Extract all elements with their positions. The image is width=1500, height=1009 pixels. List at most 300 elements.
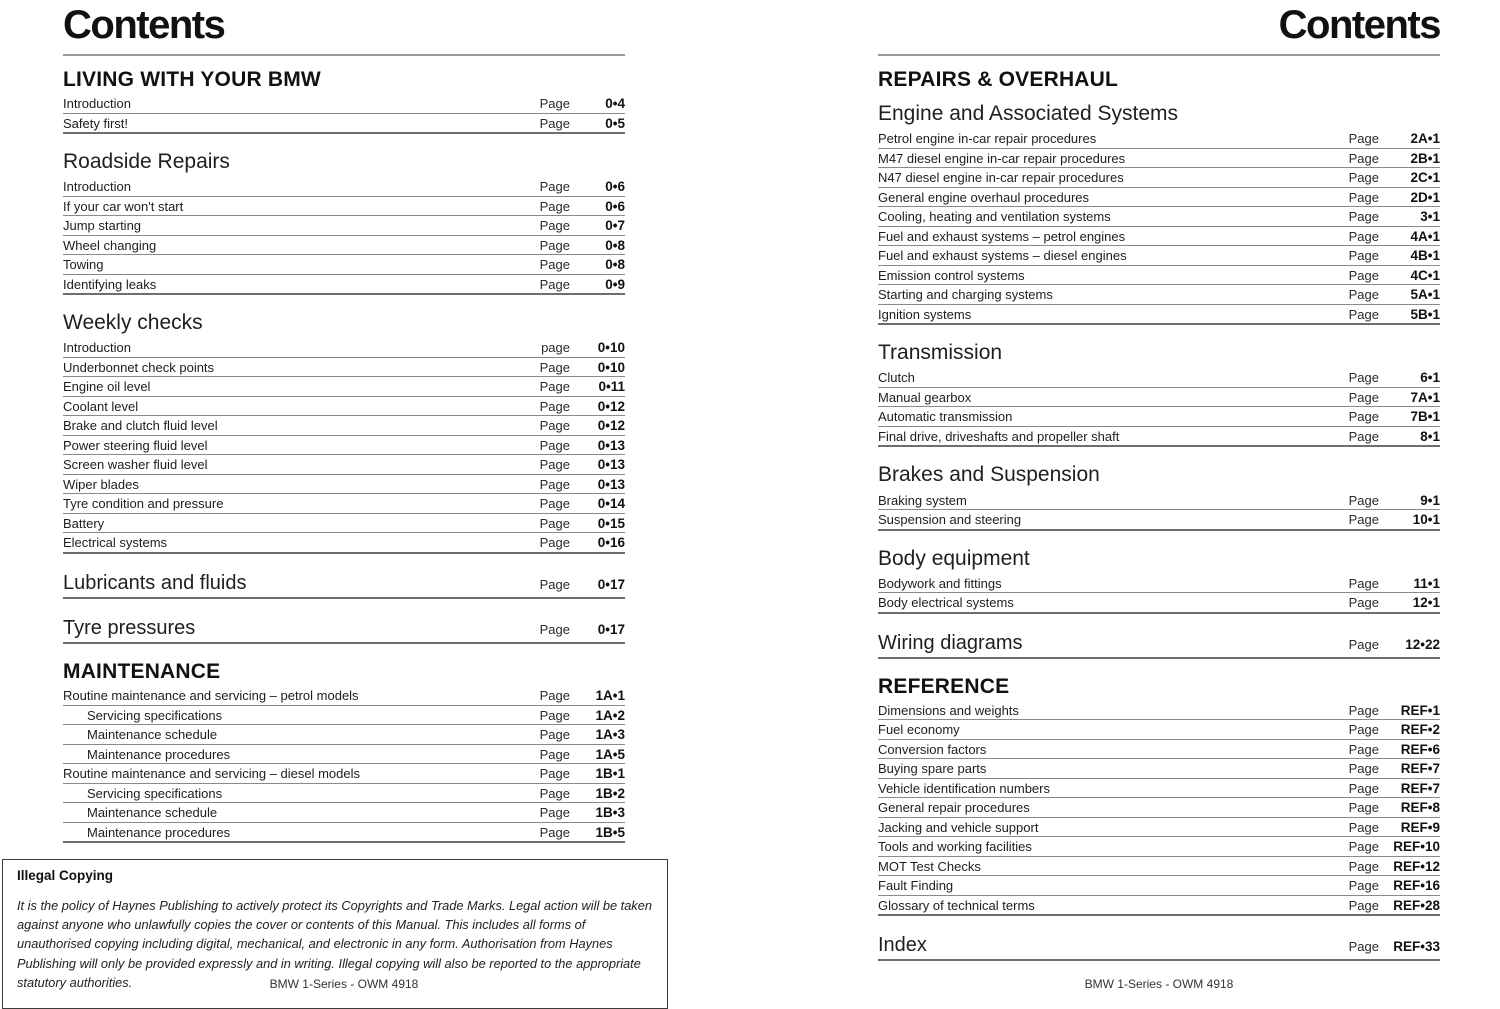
page-reference [1349, 171, 1440, 185]
page-word: Page [539, 727, 570, 743]
page-reference [540, 180, 625, 194]
page-reference [540, 200, 625, 214]
page-number: REF•7 [1400, 780, 1440, 796]
page-number: 0•8 [605, 237, 625, 253]
page-reference [1349, 371, 1440, 385]
page-number: REF•2 [1400, 722, 1440, 738]
toc-row [63, 745, 625, 765]
toc-row [878, 932, 1440, 961]
page-reference [540, 748, 625, 762]
toc-row [878, 149, 1440, 169]
page-reference [540, 478, 625, 492]
page-reference [1349, 152, 1440, 166]
page-number: 0•6 [605, 198, 625, 214]
toc-section [878, 547, 1440, 614]
toc-row [63, 455, 625, 475]
title-rule [878, 54, 1440, 56]
page-number: REF•1 [1400, 702, 1440, 718]
page-reference [1349, 249, 1440, 263]
toc-entry-label: Manual gearbox [878, 389, 972, 405]
page-word: Page [1348, 636, 1379, 652]
page-word: Page [1348, 150, 1379, 166]
toc-entry-label: Clutch [878, 370, 915, 386]
toc-row [878, 388, 1440, 408]
toc-row [63, 338, 625, 358]
toc-entry-label: Introduction [63, 96, 131, 112]
toc-entry-label: Screen washer fluid level [63, 457, 208, 473]
page-reference [1349, 288, 1440, 302]
page-reference [1349, 879, 1440, 893]
page-number: REF•28 [1393, 897, 1440, 913]
toc-entry-label: Servicing specifications [87, 707, 223, 723]
toc-entry-label: Final drive, driveshafts and propeller shaft [878, 428, 1120, 444]
page-number: 0•13 [597, 476, 625, 492]
page-reference [540, 623, 625, 637]
toc-row [63, 377, 625, 397]
toc-row [63, 725, 625, 745]
page-word: Page [1348, 819, 1379, 835]
toc-entry-label: Battery [63, 515, 105, 531]
page-number: REF•7 [1400, 761, 1440, 777]
page-word: Page [1348, 512, 1379, 528]
page-word: Page [539, 621, 570, 637]
page-number: 5A•1 [1410, 287, 1440, 303]
toc-entry-label: Introduction [63, 340, 131, 356]
section-heading: Engine and Associated Systems [878, 102, 1179, 126]
toc-entry-label: Towing [63, 257, 104, 273]
toc-entry-label: Routine maintenance and servicing – petrol models [63, 688, 359, 704]
toc-entry-label: Petrol engine in-car repair procedures [878, 131, 1097, 147]
notice-body: It is the policy of Haynes Publishing to actively protect its Copyrights and Trade Marks. Legal action will be taken against anyone who unlawfully copies the cover or contents of this Manual. This includes all forms of unauthorised copying including digital, mechanical, and electronic in any form. Authorisation from Haynes Publishing will only be provided expressly and in writing. Illegal copying will also be reported to the appropriate statutory authorities. [17, 898, 652, 990]
toc-section [878, 675, 1440, 917]
page-number: 9•1 [1420, 492, 1440, 508]
page-number: 0•10 [597, 340, 625, 356]
page-word: Page [1348, 722, 1379, 738]
page-word: Page [539, 785, 570, 801]
page-word: Page [539, 535, 570, 551]
section-heading: Body equipment [878, 546, 1030, 570]
toc-entry-label: Introduction [63, 179, 131, 195]
page-number: 2A•1 [1410, 131, 1440, 147]
page-word: Page [539, 257, 570, 273]
toc-row [878, 759, 1440, 779]
page-reference [1349, 821, 1440, 835]
page-number: 0•6 [605, 179, 625, 195]
toc-section [878, 68, 1440, 92]
toc-row [878, 630, 1440, 659]
toc-entry-label: Jump starting [63, 218, 142, 234]
page-word: Page [1348, 702, 1379, 718]
toc-row [63, 784, 625, 804]
page-number: 0•10 [597, 359, 625, 375]
toc-entry-label: M47 diesel engine in-car repair procedures [878, 150, 1126, 166]
page-reference [1349, 638, 1440, 652]
toc-entry-label: Ignition systems [878, 306, 972, 322]
toc-row [878, 818, 1440, 838]
page-number: REF•16 [1393, 878, 1440, 894]
toc-entry-label: Conversion factors [878, 741, 987, 757]
page-number: 2B•1 [1410, 150, 1440, 166]
page-number: 1B•5 [595, 824, 625, 840]
page-number: 0•12 [597, 398, 625, 414]
toc-row [63, 216, 625, 236]
toc-row [878, 188, 1440, 208]
toc-row [63, 114, 625, 135]
page-word: Page [1348, 780, 1379, 796]
page-reference [540, 826, 625, 840]
page-reference [540, 787, 625, 801]
contents-page-left [17, 0, 652, 1009]
page-word: Page [1348, 209, 1379, 225]
page-reference [540, 278, 625, 292]
section-title-label: Lubricants and fluids [63, 571, 247, 594]
page-reference [540, 219, 625, 233]
toc-entry-label: Servicing specifications [87, 785, 223, 801]
page-number: 0•12 [597, 418, 625, 434]
page-number: 6•1 [1420, 370, 1440, 386]
toc-entry-label: Wiper blades [63, 476, 139, 492]
contents-page-right [878, 0, 1440, 977]
toc-row [878, 798, 1440, 818]
page-word: Page [1348, 595, 1379, 611]
toc-entry-label: Glossary of technical terms [878, 897, 1035, 913]
page-reference [540, 517, 625, 531]
page-reference [540, 400, 625, 414]
toc-section [63, 150, 625, 295]
page-word: Page [539, 496, 570, 512]
toc-entry-label: Power steering fluid level [63, 437, 208, 453]
page-reference [540, 689, 625, 703]
page-reference [1349, 210, 1440, 224]
page-reference [1349, 577, 1440, 591]
page-word: Page [539, 218, 570, 234]
toc-row [63, 197, 625, 217]
toc-entry-label: Starting and charging systems [878, 287, 1053, 303]
toc-entry-label: Fault Finding [878, 878, 954, 894]
page-word: Page [1348, 306, 1379, 322]
toc-row [878, 207, 1440, 227]
toc-row [63, 177, 625, 197]
toc-section [878, 341, 1440, 447]
page-reference [540, 458, 625, 472]
page-word: Page [1348, 370, 1379, 386]
page-reference [1349, 840, 1440, 854]
page-reference [1349, 269, 1440, 283]
page-number: 0•13 [597, 437, 625, 453]
page-word: Page [1348, 131, 1379, 147]
page-word: Page [539, 805, 570, 821]
page-number: 0•15 [597, 515, 625, 531]
page-number: 0•9 [605, 276, 625, 292]
notice-title: Illegal Copying [17, 868, 114, 884]
page-word: Page [1348, 248, 1379, 264]
page-number: 3•1 [1420, 209, 1440, 225]
page-number: REF•6 [1400, 741, 1440, 757]
toc-section [63, 615, 625, 644]
page-number: 1B•1 [595, 766, 625, 782]
page-reference [1349, 494, 1440, 508]
page-reference [1349, 782, 1440, 796]
toc-entry-label: Body electrical systems [878, 595, 1014, 611]
toc-entry-label: Brake and clutch fluid level [63, 418, 218, 434]
page-word: Page [539, 688, 570, 704]
page-number: 0•17 [597, 576, 625, 592]
toc-row [878, 720, 1440, 740]
toc-entry-label: General repair procedures [878, 800, 1030, 816]
section-title-label: Index [878, 934, 927, 957]
page-number: 0•16 [597, 535, 625, 551]
toc-row [63, 494, 625, 514]
page-number: 0•17 [597, 621, 625, 637]
section-title-label: Wiring diagrams [878, 631, 1023, 654]
toc-row [63, 358, 625, 378]
page-word: Page [1348, 858, 1379, 874]
section-heading: REPAIRS & OVERHAUL [878, 68, 1119, 91]
page-reference [1349, 743, 1440, 757]
page-word: Page [539, 198, 570, 214]
toc-section [63, 660, 625, 843]
page-word: Page [539, 379, 570, 395]
toc-entry-label: Suspension and steering [878, 512, 1022, 528]
page-reference [1349, 308, 1440, 322]
page-number: 0•14 [597, 496, 625, 512]
section-heading: Transmission [878, 341, 1003, 365]
page-title: Contents [63, 3, 225, 47]
page-word: Page [539, 576, 570, 592]
toc-entry-label: N47 diesel engine in-car repair procedures [878, 170, 1124, 186]
page-reference [540, 361, 625, 375]
page-reference [540, 497, 625, 511]
page-reference [1349, 391, 1440, 405]
toc-row [878, 510, 1440, 531]
page-reference [540, 536, 625, 550]
toc-row [878, 427, 1440, 448]
page-number: 1A•2 [595, 707, 625, 723]
toc-row [63, 475, 625, 495]
page-word: Page [539, 418, 570, 434]
section-title-label: Tyre pressures [63, 616, 196, 639]
page-word: Page [539, 398, 570, 414]
toc-entry-label: Identifying leaks [63, 276, 157, 292]
toc-row [63, 686, 625, 706]
toc-row [878, 896, 1440, 917]
toc-row [878, 246, 1440, 266]
section-heading: REFERENCE [878, 674, 1010, 698]
page-number: 12•1 [1412, 595, 1440, 611]
toc-entry-label: Maintenance procedures [87, 746, 231, 762]
toc-section [878, 102, 1440, 325]
page-word: Page [1348, 389, 1379, 405]
page-word: Page [539, 437, 570, 453]
page-reference [1349, 191, 1440, 205]
page-number: 1B•2 [595, 785, 625, 801]
page-number: 1A•5 [595, 746, 625, 762]
page-word: Page [1348, 741, 1379, 757]
page-word: Page [539, 179, 570, 195]
page-reference [540, 767, 625, 781]
page-title: Contents [1278, 3, 1440, 47]
toc-row [63, 514, 625, 534]
page-word: Page [539, 476, 570, 492]
section-heading: Brakes and Suspension [878, 463, 1100, 487]
toc-entry-label: Maintenance schedule [87, 805, 218, 821]
toc-entry-label: Safety first! [63, 115, 129, 131]
page-number: 4B•1 [1410, 248, 1440, 264]
page-reference [540, 117, 625, 131]
page-word: Page [1348, 878, 1379, 894]
page-word: Page [539, 766, 570, 782]
page-number: 5B•1 [1410, 306, 1440, 322]
toc-entry-label: Engine oil level [63, 379, 151, 395]
toc-row [63, 803, 625, 823]
toc-row [63, 615, 625, 644]
section-heading: Weekly checks [63, 311, 203, 335]
page-number: 10•1 [1412, 512, 1440, 528]
page-number: 0•7 [605, 218, 625, 234]
page-reference [1349, 899, 1440, 913]
toc-row [878, 779, 1440, 799]
page-word: Page [1348, 492, 1379, 508]
toc-section [878, 463, 1440, 530]
toc-row [878, 407, 1440, 427]
toc-section [878, 630, 1440, 659]
page-number: 11•1 [1413, 575, 1440, 591]
toc-entry-label: Fuel and exhaust systems – petrol engines [878, 228, 1126, 244]
page-number: 0•13 [597, 457, 625, 473]
page-reference [540, 806, 625, 820]
section-heading: MAINTENANCE [63, 659, 221, 683]
page-word: Page [1348, 287, 1379, 303]
section-heading: LIVING WITH YOUR BMW [63, 68, 321, 91]
page-number: 2C•1 [1410, 170, 1440, 186]
toc-entry-label: Cooling, heating and ventilation systems [878, 209, 1111, 225]
toc-entry-label: Fuel economy [878, 722, 960, 738]
page-reference [540, 97, 625, 111]
page-reference [541, 341, 625, 355]
page-word: Page [1348, 409, 1379, 425]
toc-entry-label: Routine maintenance and servicing – diesel models [63, 766, 361, 782]
page-reference [1349, 410, 1440, 424]
toc-entry-label: Underbonnet check points [63, 359, 215, 375]
toc-entry-label: If your car won't start [63, 198, 184, 214]
page-word: Page [539, 824, 570, 840]
page-reference [540, 239, 625, 253]
toc-entry-label: Braking system [878, 492, 967, 508]
toc-row [63, 706, 625, 726]
toc-entry-label: Maintenance schedule [87, 727, 218, 743]
toc-row [878, 266, 1440, 286]
toc-entry-label: Bodywork and fittings [878, 575, 1002, 591]
page-reference [540, 380, 625, 394]
page-reference [540, 578, 625, 592]
page-number: REF•33 [1393, 939, 1440, 955]
page-word: Page [1348, 800, 1379, 816]
toc-entry-label: Tyre condition and pressure [63, 496, 224, 512]
toc-row [878, 701, 1440, 721]
page-word: Page [539, 707, 570, 723]
toc-entry-label: Maintenance procedures [87, 824, 231, 840]
page-reference [540, 728, 625, 742]
toc-row [63, 255, 625, 275]
page-reference [540, 439, 625, 453]
toc-sections [878, 68, 1440, 961]
toc-row [63, 397, 625, 417]
toc-section [878, 932, 1440, 961]
page-word: Page [539, 237, 570, 253]
page-word: Page [1348, 189, 1379, 205]
page-word: Page [1348, 428, 1379, 444]
page-reference [1349, 230, 1440, 244]
page-reference [1349, 940, 1440, 954]
section-heading: Roadside Repairs [63, 150, 230, 174]
toc-row [878, 837, 1440, 857]
toc-section [63, 570, 625, 599]
page-word: Page [539, 276, 570, 292]
toc-row [878, 305, 1440, 326]
page-word: Page [1348, 170, 1379, 186]
page-number: 4C•1 [1410, 267, 1440, 283]
page-word: page [541, 340, 570, 356]
toc-entry-label: Buying spare parts [878, 761, 987, 777]
page-number: 1B•3 [595, 805, 625, 821]
toc-row [63, 570, 625, 599]
toc-entry-label: General engine overhaul procedures [878, 189, 1090, 205]
page-number: 0•4 [605, 96, 625, 112]
page-number: 7A•1 [1410, 389, 1440, 405]
page-number: REF•8 [1400, 800, 1440, 816]
page-reference [1349, 762, 1440, 776]
page-number: 0•8 [605, 257, 625, 273]
toc-row [878, 491, 1440, 511]
page-number: REF•12 [1393, 858, 1440, 874]
page-word: Page [539, 457, 570, 473]
toc-entry-label: MOT Test Checks [878, 858, 981, 874]
toc-row [63, 275, 625, 296]
page-number: 1A•1 [595, 688, 625, 704]
page-number: 4A•1 [1410, 228, 1440, 244]
toc-section [63, 311, 625, 554]
toc-row [878, 876, 1440, 896]
page-number: 0•5 [605, 115, 625, 131]
page-number: 0•11 [598, 379, 625, 395]
toc-entry-label: Jacking and vehicle support [878, 819, 1039, 835]
page-reference [1349, 860, 1440, 874]
toc-row [878, 285, 1440, 305]
toc-entry-label: Tools and working facilities [878, 839, 1032, 855]
toc-entry-label: Dimensions and weights [878, 702, 1019, 718]
page-reference [540, 709, 625, 723]
page-reference [1349, 801, 1440, 815]
toc-row [63, 436, 625, 456]
toc-row [878, 368, 1440, 388]
page-word: Page [1348, 761, 1379, 777]
page-number: REF•9 [1400, 819, 1440, 835]
page-reference [540, 419, 625, 433]
page-number: 12•22 [1405, 636, 1440, 652]
toc-entry-label: Coolant level [63, 398, 139, 414]
toc-entry-label: Electrical systems [63, 535, 168, 551]
toc-row [878, 574, 1440, 594]
toc-row [878, 168, 1440, 188]
page-reference [1349, 430, 1440, 444]
toc-entry-label: Wheel changing [63, 237, 157, 253]
page-word: Page [539, 515, 570, 531]
toc-row [63, 94, 625, 114]
page-reference [1349, 596, 1440, 610]
toc-row [878, 857, 1440, 877]
page-reference [1349, 704, 1440, 718]
page-word: Page [1348, 839, 1379, 855]
